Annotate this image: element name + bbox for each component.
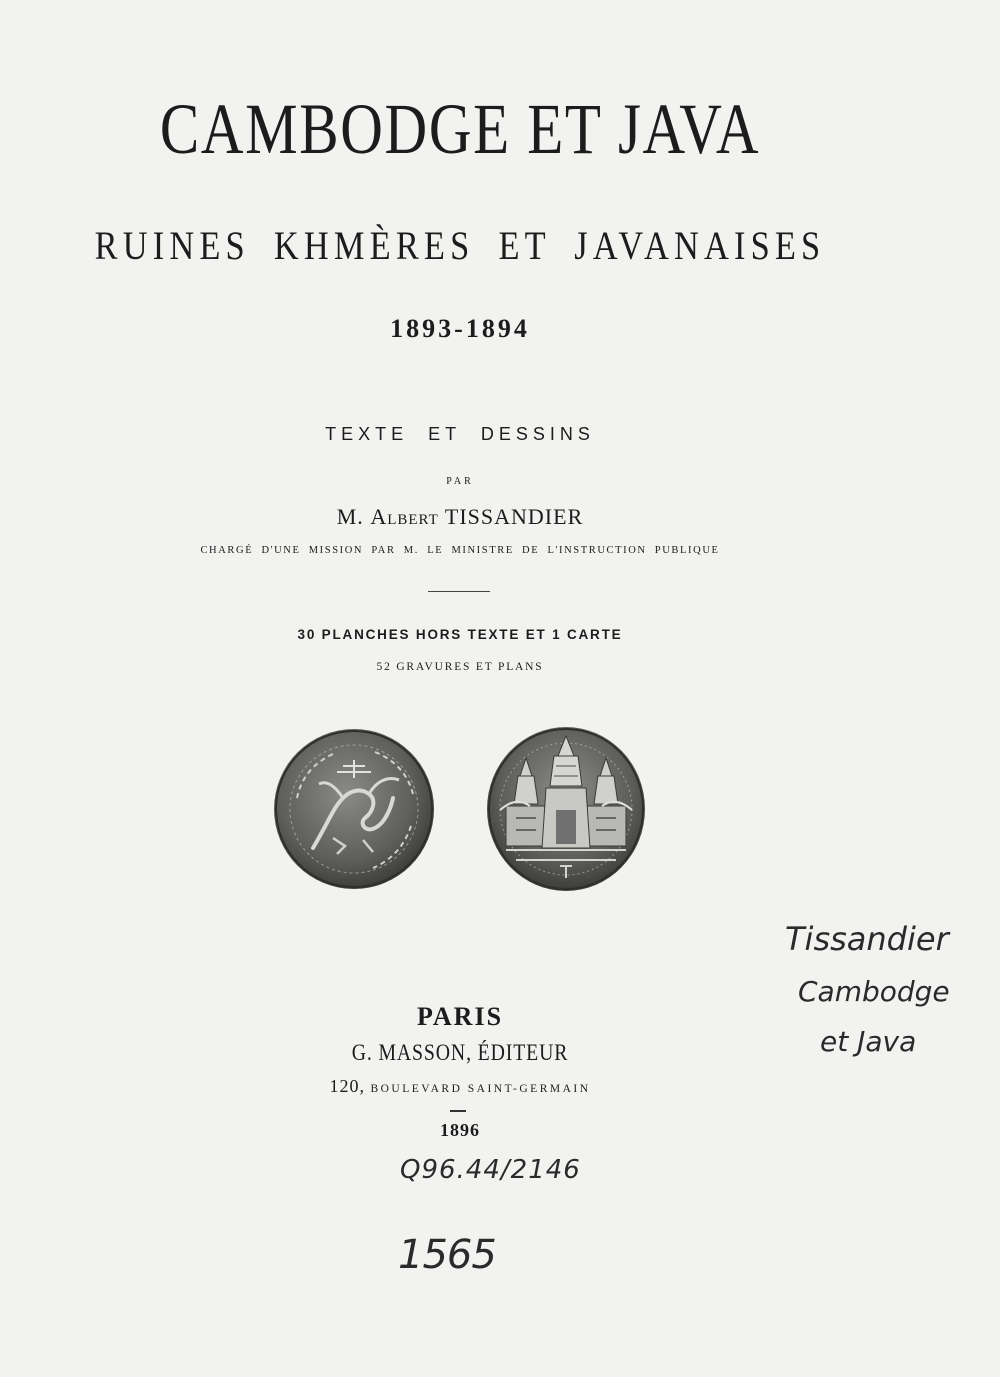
- address-number: 120,: [329, 1076, 365, 1096]
- coin-bird-icon: [273, 728, 435, 890]
- imprint-year: 1896: [440, 1120, 480, 1140]
- handwritten-number: 1565: [398, 1232, 496, 1278]
- gravures-line: 52 GRAVURES ET PLANS: [376, 661, 544, 673]
- author-line: [0, 504, 920, 530]
- handwritten-note-line1: Tissandier: [785, 920, 949, 958]
- planches-line: 30 PLANCHES HORS TEXTE ET 1 CARTE: [297, 627, 623, 642]
- book-title: CAMBODGE ET JAVA: [159, 89, 761, 169]
- expedition-years: 1893-1894: [390, 314, 530, 343]
- imprint-dash: [450, 1110, 466, 1112]
- author-prefix: M.: [336, 504, 364, 529]
- divider: [428, 591, 490, 592]
- author-first-name: Albert: [370, 504, 439, 529]
- texte-et-dessins: TEXTE ET DESSINS: [325, 424, 595, 444]
- handwritten-note-line3: et Java: [820, 1025, 917, 1058]
- par-label: PAR: [446, 476, 474, 487]
- author-last-name: TISSANDIER: [444, 504, 584, 529]
- handwritten-shelfmark: Q96.44/2146: [400, 1155, 581, 1185]
- imprint-address: [0, 1076, 920, 1097]
- mission-statement: CHARGÉ D'UNE MISSION PAR M. LE MINISTRE DE L'INSTRUCTION PUBLIQUE: [200, 545, 720, 556]
- handwritten-note-line2: Cambodge: [798, 975, 950, 1008]
- imprint-publisher: G. MASSON, ÉDITEUR: [351, 1040, 569, 1065]
- address-street: BOULEVARD SAINT-GERMAIN: [370, 1083, 591, 1095]
- coin-temple-icon: [486, 726, 646, 892]
- imprint-city: PARIS: [416, 1002, 504, 1031]
- book-subtitle: RUINES KHMÈRES ET JAVANAISES: [94, 223, 826, 268]
